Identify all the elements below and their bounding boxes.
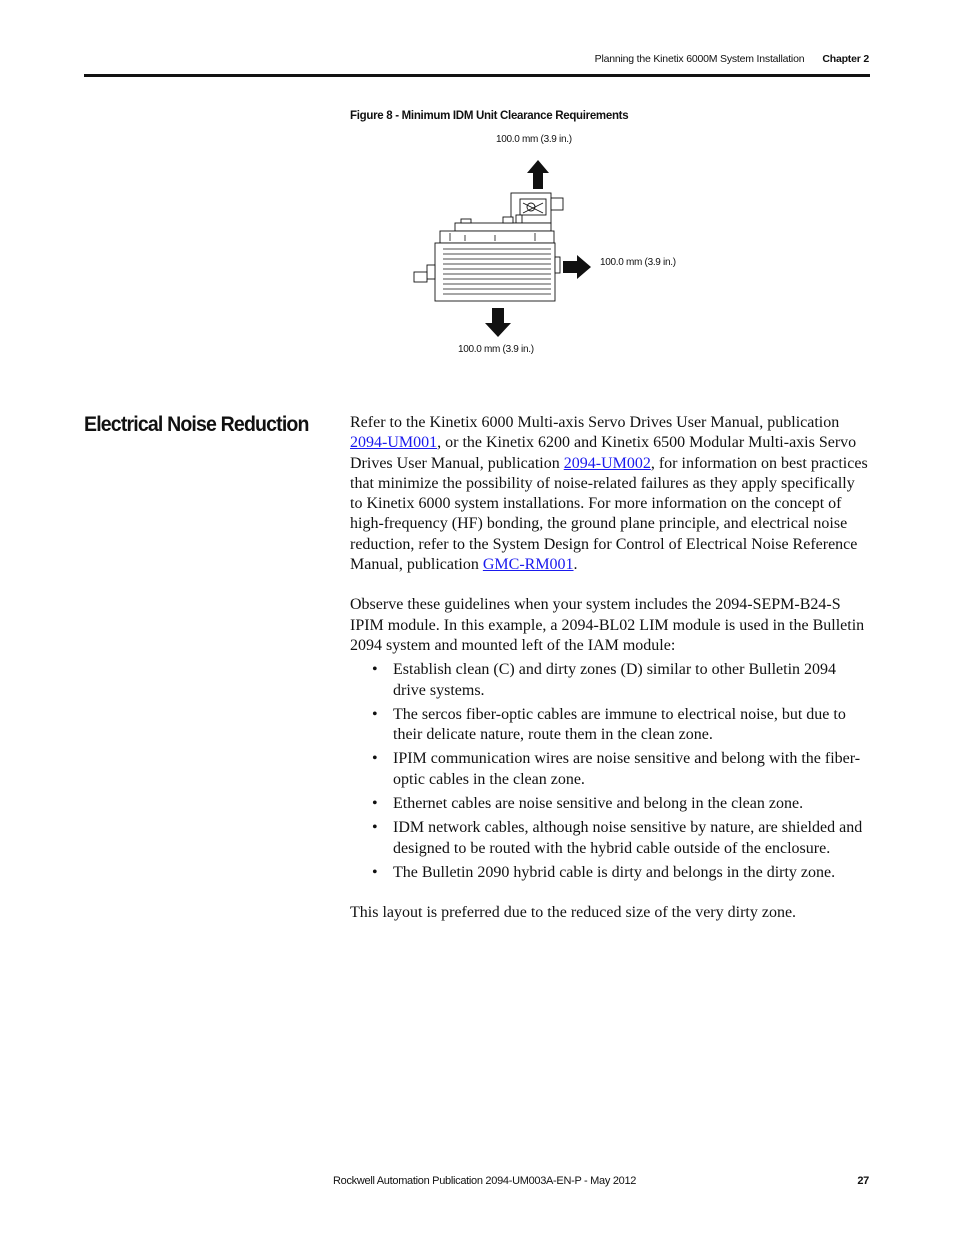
- header-rule: [84, 74, 870, 77]
- motor-body: [414, 231, 560, 301]
- header-chapter: Chapter 2: [822, 53, 869, 65]
- link-2094-um001[interactable]: 2094-UM001: [350, 434, 438, 452]
- running-header: [0, 53, 869, 65]
- guidelines-list: [350, 660, 870, 883]
- paragraph-closing: This layout is preferred due to the reduced size of the very dirty zone.: [350, 904, 797, 922]
- list-item: • The sercos fiber-optic cables are immune to electrical noise, but due to their delicate nature, route them in the clean zone.: [350, 705, 870, 746]
- footer-publication: Rockwell Automation Publication 2094-UM003A-EN-P - May 2012: [333, 1175, 637, 1187]
- clearance-bottom-label: 100.0 mm (3.9 in.): [458, 344, 534, 355]
- idm-unit-drawing: [405, 155, 605, 345]
- clearance-top-label: 100.0 mm (3.9 in.): [496, 134, 572, 145]
- page-number: 27: [857, 1175, 869, 1187]
- figure-caption: Figure 8 - Minimum IDM Unit Clearance Requirements: [350, 110, 629, 122]
- list-item: • Establish clean (C) and dirty zones (D) similar to other Bulletin 2094 drive systems.: [350, 660, 870, 701]
- arrow-up-icon: [527, 160, 549, 189]
- paragraph-guidelines: Observe these guidelines when your system includes the 2094-SEPM-B24-S IPIM module. In this example, a 2094-BL02 LIM module is used in the Bulletin 2094 system and mounted left of the IAM module:: [350, 596, 865, 654]
- list-item: • IPIM communication wires are noise sensitive and belong with the fiber-optic cables in the clean zone.: [350, 749, 870, 790]
- connector-box: [511, 193, 563, 223]
- link-gmc-rm001[interactable]: GMC-RM001: [482, 556, 574, 574]
- idm-unit-figure: [405, 155, 605, 350]
- link-2094-um002[interactable]: 2094-UM002: [563, 454, 651, 472]
- para-text: , for information on best practices that minimize the possibility of noise-related failures as they apply specifically to Kinetix 6000 system installations. For more information on the concept of high-frequency (HF) bonding, the ground plane principle, and electrical noise reduction, refer to the System Design for Control of Electrical Noise Reference Manual, publication: [350, 454, 868, 574]
- para-text: Refer to the Kinetix 6000 Multi-axis Servo Drives User Manual, publication: [350, 414, 840, 431]
- arrow-down-icon: [485, 308, 511, 337]
- paragraph-intro: [350, 413, 870, 575]
- section-body: [350, 413, 870, 924]
- header-section-title: Planning the Kinetix 6000M System Installation: [594, 53, 805, 65]
- section-title: Electrical Noise Reduction: [84, 413, 309, 436]
- arrow-right-icon: [563, 255, 591, 279]
- list-item: • The Bulletin 2090 hybrid cable is dirty and belongs in the dirty zone.: [350, 863, 870, 883]
- para-text: , or the Kinetix 6200 and Kinetix 6500 Modular Multi-axis Servo Drives User Manual, publication: [350, 434, 857, 472]
- clearance-right-label: 100.0 mm (3.9 in.): [600, 257, 676, 268]
- list-item: • IDM network cables, although noise sensitive by nature, are shielded and designed to be routed with the hybrid cable outside of the enclosure.: [350, 818, 870, 859]
- para-text: .: [573, 556, 578, 574]
- list-item: • Ethernet cables are noise sensitive and belong in the clean zone.: [350, 794, 870, 814]
